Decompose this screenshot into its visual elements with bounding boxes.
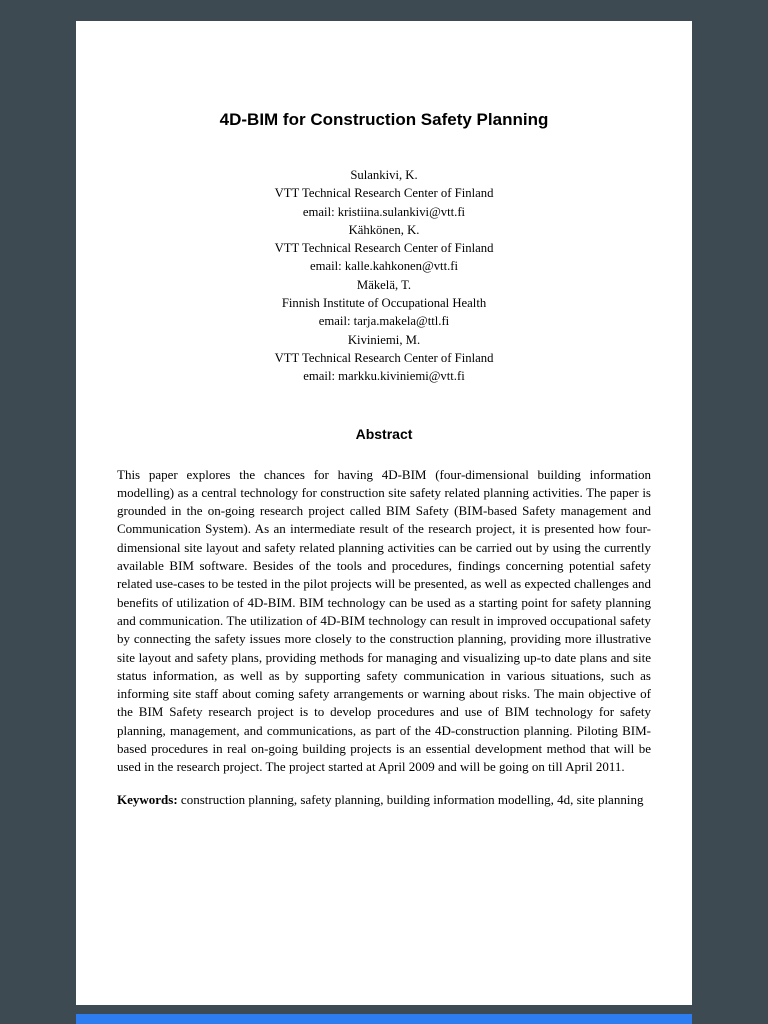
author-email: email: kalle.kahkonen@vtt.fi — [309, 259, 459, 274]
author-email: email: kristiina.sulankivi@vtt.fi — [302, 204, 466, 219]
author-name: Kiviniemi, M. — [347, 332, 421, 347]
author-name: Kähkönen, K. — [348, 222, 420, 237]
keywords-text: construction planning, safety planning, building information modelling, 4d, site planning — [177, 791, 644, 807]
author-email: email: tarja.makela@ttl.fi — [318, 314, 450, 329]
author-name: Sulankivi, K. — [350, 168, 418, 182]
author-affiliation: VTT Technical Research Center of Finland — [274, 350, 494, 365]
author-affiliation: VTT Technical Research Center of Finland — [274, 241, 494, 256]
author-affiliation: VTT Technical Research Center of Finland — [274, 186, 494, 201]
author-block — [117, 166, 651, 386]
paper-title: 4D-BIM for Construction Safety Planning — [219, 110, 549, 129]
keywords-label: Keywords: — [117, 791, 178, 807]
author-email: email: markku.kiviniemi@vtt.fi — [303, 369, 465, 384]
viewer-scrollbar-thumb[interactable] — [76, 1014, 692, 1024]
abstract-text: This paper explores the chances for having 4D-BIM (four-dimensional building information modelling) as a central technology for construction site safety related planning activities. The paper is grounded in the on-going research project called BIM Safety (BIM-based Safety management and Communication System). As an intermediate result of the research project, it is presented how four-dimensional site layout and safety related planning activities can be carried out by using the currently available BIM software. Besides of the tools and procedures, findings concerning potential safety related use-cases to be tested in the pilot projects will be presented, as well as expected challenges and benefits of utilization of 4D-BIM. BIM technology can be used as a starting point for safety planning and communication. The utilization of 4D-BIM technology can result in improved occupational safety by connecting the safety issues more closely to the construction planning, providing more illustrative site layout and safety plans, providing methods for managing and visualizing up-to date plans and site status information, as well as by supporting safety communication in various situations, such as informing site staff about coming safety arrangements or warning about risks. The main objective of the BIM Safety research project is to develop procedures and use of BIM technology for safety planning, management, and communications, as part of the 4D-construction planning. Piloting BIM-based procedures in real on-going building projects is an essential development method that will be used in the research project. The project started at April 2009 and will be going on till April 2011. — [117, 466, 651, 775]
keywords-line — [117, 791, 651, 809]
abstract-heading: Abstract — [355, 425, 413, 442]
document-page — [76, 21, 692, 1005]
author-name: Mäkelä, T. — [356, 277, 412, 292]
author-affiliation: Finnish Institute of Occupational Health — [281, 296, 487, 311]
